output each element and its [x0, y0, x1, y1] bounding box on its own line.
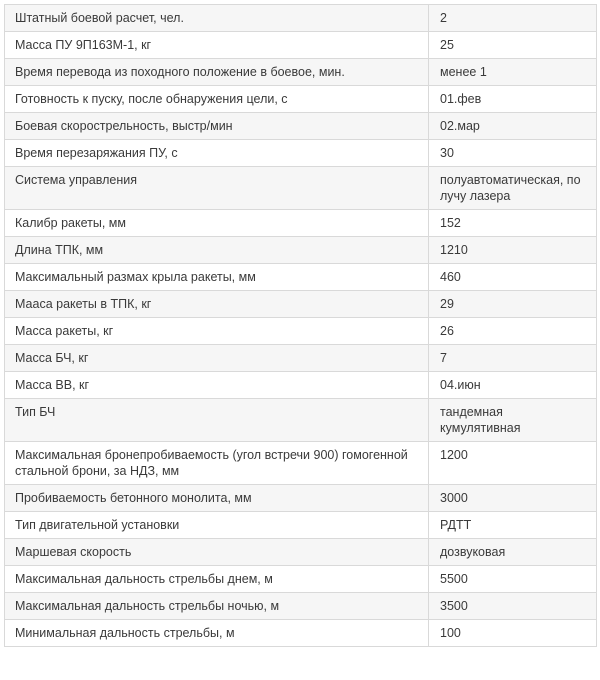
row-label: Масса БЧ, кг — [5, 345, 429, 372]
row-value: 7 — [429, 345, 597, 372]
row-label: Масса ракеты, кг — [5, 318, 429, 345]
table-row — [5, 399, 597, 442]
row-value: 04.июн — [429, 372, 597, 399]
table-row — [5, 539, 597, 566]
row-value: 26 — [429, 318, 597, 345]
table-row — [5, 372, 597, 399]
table-row — [5, 59, 597, 86]
row-value: РДТТ — [429, 512, 597, 539]
table-row — [5, 237, 597, 264]
row-value: 2 — [429, 5, 597, 32]
table-row — [5, 442, 597, 485]
table-row — [5, 318, 597, 345]
table-row — [5, 264, 597, 291]
row-value: тандемная кумулятивная — [429, 399, 597, 442]
row-label: Длина ТПК, мм — [5, 237, 429, 264]
row-label: Система управления — [5, 167, 429, 210]
table-row — [5, 167, 597, 210]
table-row — [5, 566, 597, 593]
row-label: Минимальная дальность стрельбы, м — [5, 620, 429, 647]
table-row — [5, 620, 597, 647]
row-value: 30 — [429, 140, 597, 167]
row-value: дозвуковая — [429, 539, 597, 566]
row-value: менее 1 — [429, 59, 597, 86]
row-label: Масса ПУ 9П163М-1, кг — [5, 32, 429, 59]
row-value: 152 — [429, 210, 597, 237]
table-row — [5, 512, 597, 539]
row-value: 1210 — [429, 237, 597, 264]
row-label: Время перезаряжания ПУ, с — [5, 140, 429, 167]
table-row — [5, 291, 597, 318]
row-value: 1200 — [429, 442, 597, 485]
row-label: Штатный боевой расчет, чел. — [5, 5, 429, 32]
row-value: 3000 — [429, 485, 597, 512]
table-row — [5, 593, 597, 620]
table-row — [5, 32, 597, 59]
table-row — [5, 86, 597, 113]
specs-table — [4, 4, 597, 647]
table-row — [5, 485, 597, 512]
row-value: 3500 — [429, 593, 597, 620]
table-row — [5, 113, 597, 140]
row-value: 460 — [429, 264, 597, 291]
row-value: 5500 — [429, 566, 597, 593]
row-label: Боевая скорострельность, выстр/мин — [5, 113, 429, 140]
row-label: Максимальная дальность стрельбы днем, м — [5, 566, 429, 593]
row-label: Пробиваемость бетонного монолита, мм — [5, 485, 429, 512]
row-value: 01.фев — [429, 86, 597, 113]
row-label: Максимальный размах крыла ракеты, мм — [5, 264, 429, 291]
row-value: полуавтоматическая, по лучу лазера — [429, 167, 597, 210]
row-label: Готовность к пуску, после обнаружения цели, с — [5, 86, 429, 113]
row-label: Маршевая скорость — [5, 539, 429, 566]
table-row — [5, 140, 597, 167]
row-label: Мааса ракеты в ТПК, кг — [5, 291, 429, 318]
row-value: 25 — [429, 32, 597, 59]
row-value: 02.мар — [429, 113, 597, 140]
row-label: Тип БЧ — [5, 399, 429, 442]
row-label: Масса ВВ, кг — [5, 372, 429, 399]
table-row — [5, 345, 597, 372]
table-row — [5, 210, 597, 237]
row-label: Тип двигательной установки — [5, 512, 429, 539]
row-label: Калибр ракеты, мм — [5, 210, 429, 237]
row-value: 29 — [429, 291, 597, 318]
row-label: Максимальная дальность стрельбы ночью, м — [5, 593, 429, 620]
row-value: 100 — [429, 620, 597, 647]
row-label: Время перевода из походного положение в боевое, мин. — [5, 59, 429, 86]
table-row — [5, 5, 597, 32]
row-label: Максимальная бронепробиваемость (угол встречи 900) гомогенной стальной брони, за НДЗ, мм — [5, 442, 429, 485]
